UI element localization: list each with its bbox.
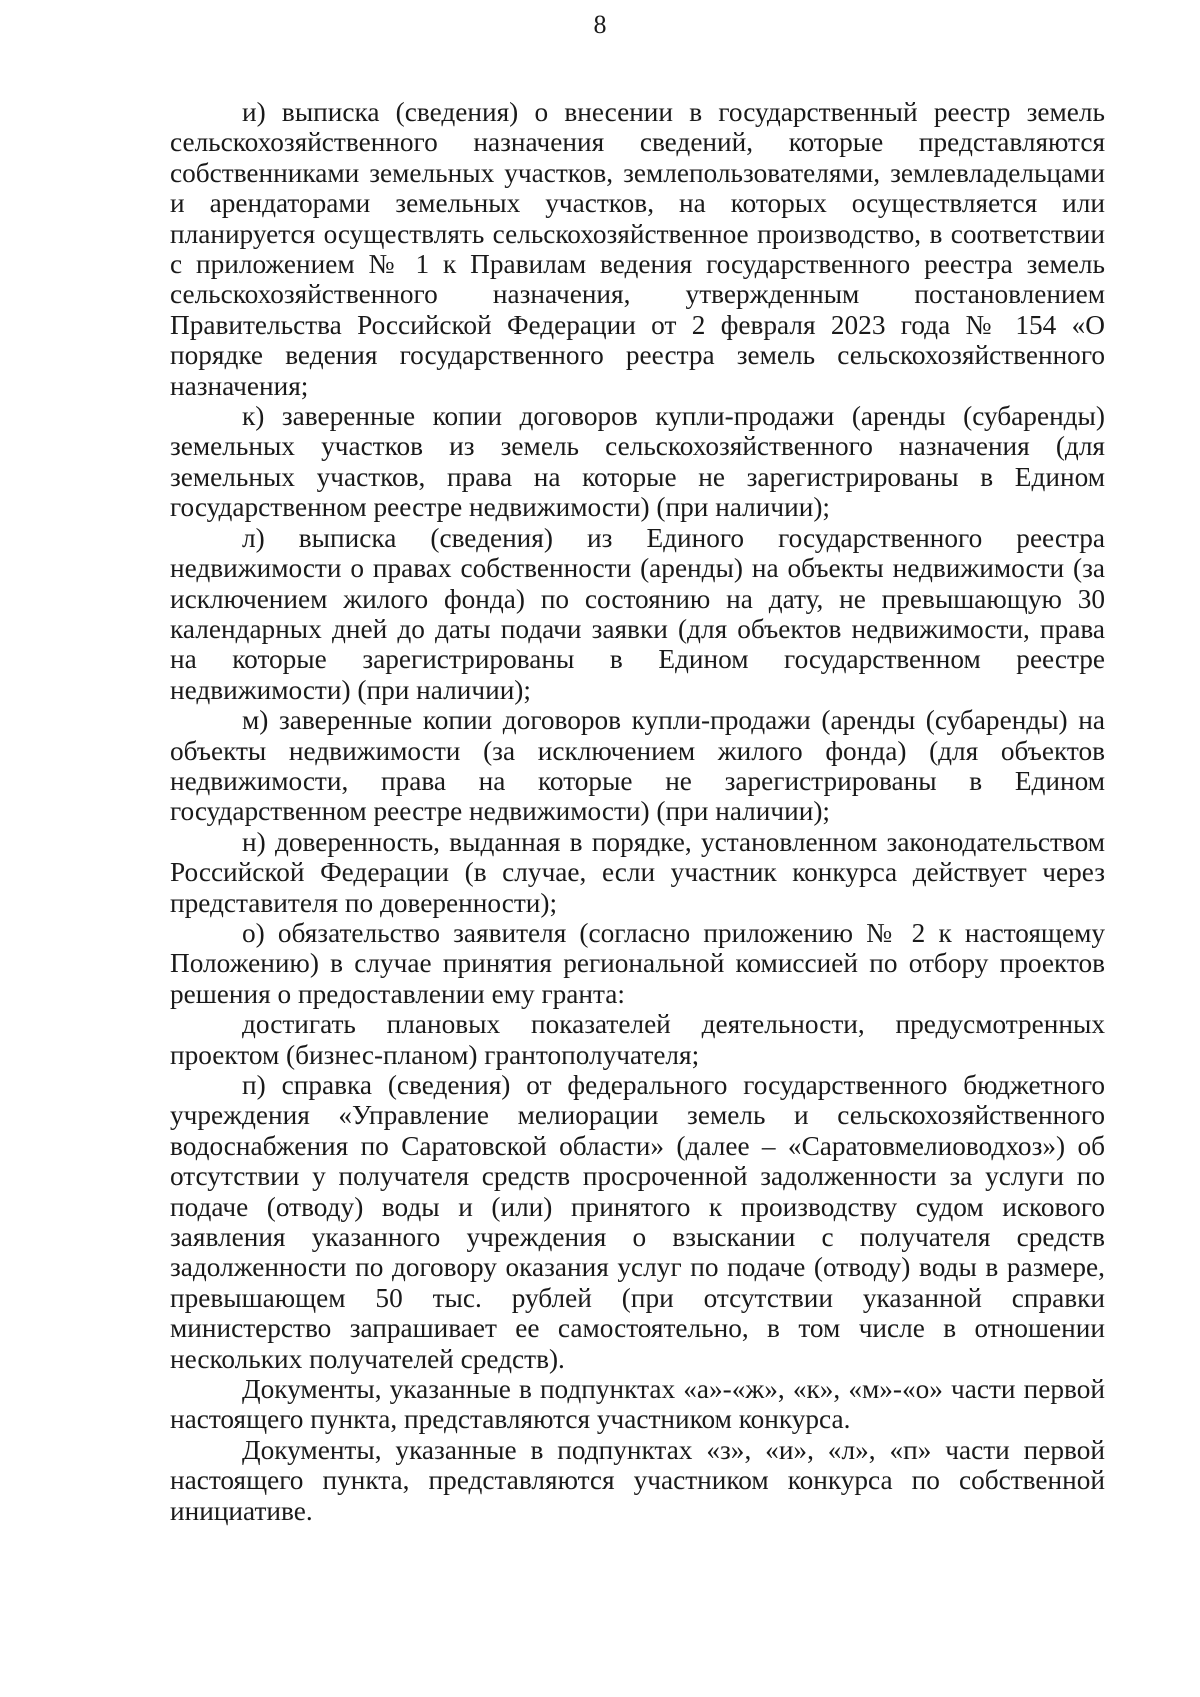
document-body (170, 97, 1105, 1526)
paragraph-item-i: и) выписка (сведения) о внесении в государственный реестр земель сельскохозяйственного назначения сведений, которые представляются собственниками земельных участков, землепользователями, землевладельцами и арендаторами земельных участков, на которых осуществляется или планируется осуществлять сельскохозяйственное производство, в соответствии с приложением № 1 к Правилам ведения государственного реестра земель сельскохозяйственного назначения, утвержденным постановлением Правительства Российской Федерации от 2 февраля 2023 года № 154 «О порядке ведения государственного реестра земель сельскохозяйственного назначения; (170, 97, 1105, 401)
paragraph-item-n: н) доверенность, выданная в порядке, установленном законодательством Российской Федерации (в случае, если участник конкурса действует через представителя по доверенности); (170, 826, 1105, 918)
paragraph-obligation-detail: достигать плановых показателей деятельности, предусмотренных проектом (бизнес-планом) грантополучателя; (170, 1009, 1105, 1070)
paragraph-item-o: о) обязательство заявителя (согласно приложению № 2 к настоящему Положению) в случае принятия региональной комиссией по отбору проектов решения о предоставлении ему гранта: (170, 917, 1105, 1009)
page-number: 8 (593, 10, 607, 39)
paragraph-documents-optional: Документы, указанные в подпунктах «з», «и», «л», «п» части первой настоящего пункта, представляются участником конкурса по собственной инициативе. (170, 1434, 1105, 1526)
paragraph-documents-required: Документы, указанные в подпунктах «а»-«ж», «к», «м»-«о» части первой настоящего пункта, представляются участником конкурса. (170, 1374, 1105, 1435)
paragraph-item-p: п) справка (сведения) от федерального государственного бюджетного учреждения «Управление мелиорации земель и сельскохозяйственного водоснабжения по Саратовской области» (далее – «Саратовмелиоводхоз») об отсутствии у получателя средств просроченной задолженности за услуги по подаче (отводу) воды и (или) принятого к производству судом искового заявления указанного учреждения о взыскании с получателя средств задолженности по договору оказания услуг по подаче (отводу) воды в размере, превышающем 50 тыс. рублей (при отсутствии указанной справки министерство запрашивает ее самостоятельно, в том числе в отношении нескольких получателей средств). (170, 1070, 1105, 1374)
paragraph-item-l: л) выписка (сведения) из Единого государственного реестра недвижимости о правах собственности (аренды) на объекты недвижимости (за исключением жилого фонда) по состоянию на дату, не превышающую 30 календарных дней до даты подачи заявки (для объектов недвижимости, права на которые зарегистрированы в Едином государственном реестре недвижимости) (при наличии); (170, 522, 1105, 705)
paragraph-item-k: к) заверенные копии договоров купли-продажи (аренды (субаренды) земельных участков из земель сельскохозяйственного назначения (для земельных участков, права на которые не зарегистрированы в Едином государственном реестре недвижимости) (при наличии); (170, 401, 1105, 523)
paragraph-item-m: м) заверенные копии договоров купли-продажи (аренды (субаренды) на объекты недвижимости (за исключением жилого фонда) (для объектов недвижимости, права на которые не зарегистрированы в Едином государственном реестре недвижимости) (при наличии); (170, 705, 1105, 827)
